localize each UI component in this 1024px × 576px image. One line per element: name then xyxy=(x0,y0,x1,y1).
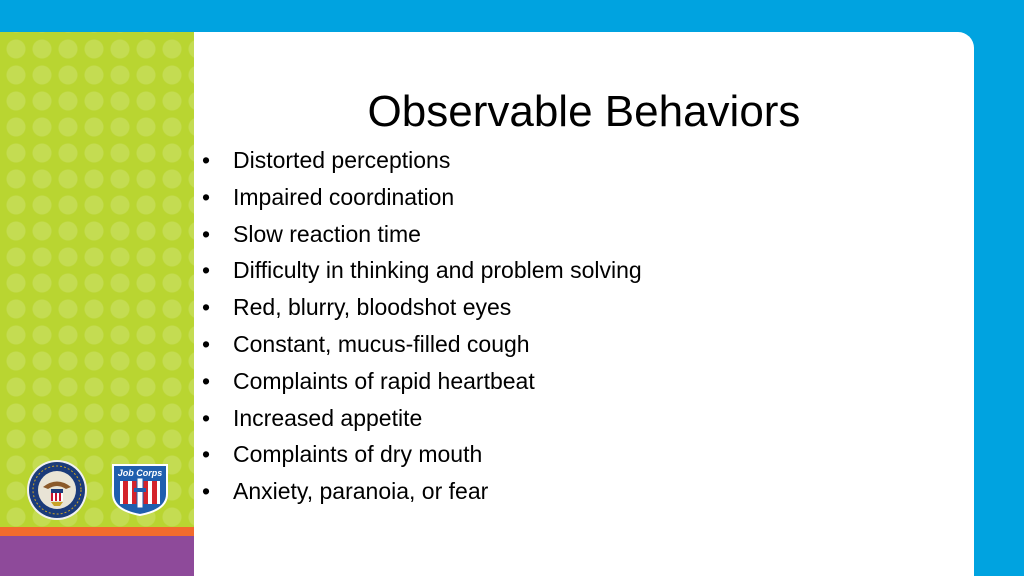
bullet-text: Complaints of dry mouth xyxy=(233,441,483,468)
bullet-item xyxy=(202,289,642,326)
bullet-text: Increased appetite xyxy=(233,404,423,431)
bullet-dot: • xyxy=(202,330,211,357)
bullet-item xyxy=(202,400,642,437)
bullet-dot: • xyxy=(202,257,211,284)
bullet-text: Complaints of rapid heartbeat xyxy=(233,367,535,394)
bullet-text: Anxiety, paranoia, or fear xyxy=(233,478,489,505)
bullet-dot: • xyxy=(202,441,211,468)
bullet-list xyxy=(202,142,642,510)
bullet-text: Constant, mucus-filled cough xyxy=(233,330,530,357)
content-panel xyxy=(194,32,974,576)
bullet-item xyxy=(202,142,642,179)
bullet-item xyxy=(202,363,642,400)
bullet-item xyxy=(202,473,642,510)
bullet-dot: • xyxy=(202,294,211,321)
job-corps-logo xyxy=(110,462,170,516)
bullet-dot: • xyxy=(202,404,211,431)
job-corps-wordmark: Job Corps xyxy=(117,468,163,478)
bullet-item xyxy=(202,436,642,473)
bullet-dot: • xyxy=(202,220,211,247)
bullet-text: Impaired coordination xyxy=(233,183,455,210)
bullet-item xyxy=(202,179,642,216)
bullet-text: Slow reaction time xyxy=(233,220,421,247)
department-of-labor-seal xyxy=(22,459,92,521)
bullet-dot: • xyxy=(202,183,211,210)
bullet-item xyxy=(202,216,642,253)
bullet-text: Distorted perceptions xyxy=(233,147,451,173)
bullet-text: Difficulty in thinking and problem solving xyxy=(233,257,642,284)
bullet-item xyxy=(202,326,642,363)
bullet-item xyxy=(202,252,642,289)
bullet-dot: • xyxy=(202,367,211,394)
slide-title: Observable Behaviors xyxy=(367,87,801,136)
orange-stripe xyxy=(0,527,194,536)
bullet-dot: • xyxy=(202,478,211,505)
bullet-dot: • xyxy=(202,147,211,173)
purple-footer-block xyxy=(0,536,194,576)
bullet-text: Red, blurry, bloodshot eyes xyxy=(233,294,512,321)
